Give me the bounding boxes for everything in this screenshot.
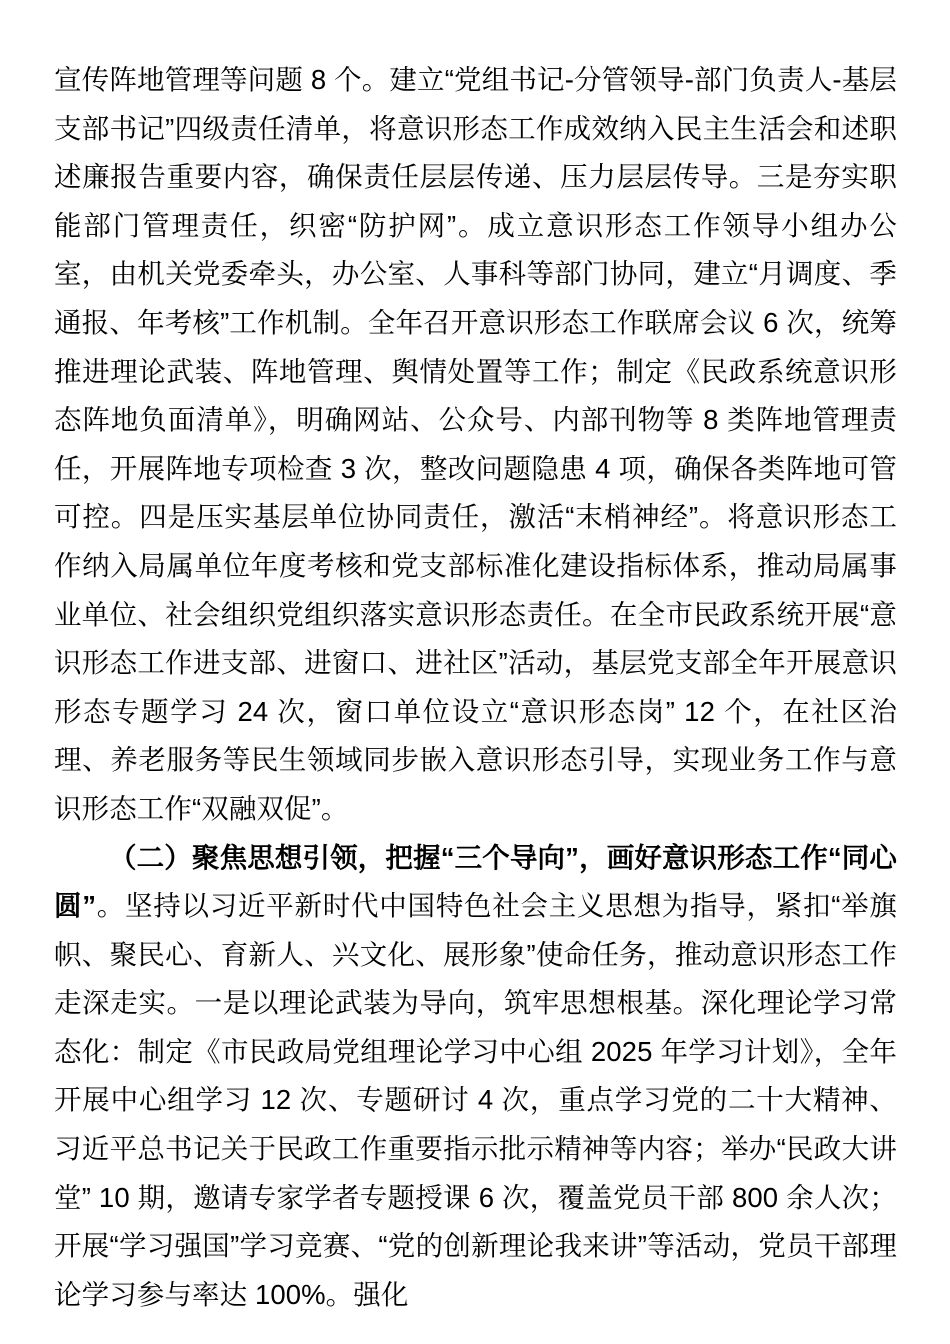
paragraph-section-two-body: 。坚持以习近平新时代中国特色社会主义思想为指导，紧扣“举旗帜、聚民心、育新人、兴文化、展形象”使命任务，推动意识形态工作走深走实。一是以理论武装为导向，筑牢思想根基。深化理论学习常态化：制定《市民政局党组理论学习中心组 2025 年学习计划》，全年开展中心组学习 12 次、专题研讨 4 次，重点学习党的二十大精神、习近平总书记关于民政工作重要指示批示精神等内容；举办“民政大讲堂” 10 期，邀请专家学者专题授课 6 次，覆盖党员干部 800 余人次；开展“学习强国”学习竞赛、“党的创新理论我来讲”等活动，党员干部理论学习参与率达 100%。强化 [54, 890, 897, 1310]
paragraph-section-two [54, 834, 897, 1320]
page-bottom-whitespace [0, 1262, 950, 1344]
paragraph-continued-body: 宣传阵地管理等问题 8 个。建立“党组书记-分管领导-部门负责人-基层支部书记”四级责任清单，将意识形态工作成效纳入民主生活会和述职述廉报告重要内容，确保责任层层传递、压力层层传导。三是夯实职能部门管理责任，织密“防护网”。成立意识形态工作领导小组办公室，由机关党委牵头，办公室、人事科等部门协同，建立“月调度、季通报、年考核”工作机制。全年召开意识形态工作联席会议 6 次，统筹推进理论武装、阵地管理、舆情处置等工作；制定《民政系统意识形态阵地负面清单》，明确网站、公众号、内部刊物等 8 类阵地管理责任，开展阵地专项检查 3 次，整改问题隐患 4 项，确保各类阵地可管可控。四是压实基层单位协同责任，激活“末梢神经”。将意识形态工作纳入局属单位年度考核和党支部标准化建设指标体系，推动局属事业单位、社会组织党组织落实意识形态责任。在全市民政系统开展“意识形态工作进支部、进窗口、进社区”活动，基层党支部全年开展意识形态专题学习 24 次，窗口单位设立“意识形态岗” 12 个，在社区治理、养老服务等民生领域同步嵌入意识形态引导，实现业务工作与意识形态工作“双融双促”。 [54, 64, 897, 824]
document-text-column [54, 56, 897, 1319]
paragraph-continued [54, 56, 897, 834]
section-heading-two: （二）聚焦思想引领，把握“三个导向”，画好意识形态工作“同心圆” [54, 841, 897, 922]
